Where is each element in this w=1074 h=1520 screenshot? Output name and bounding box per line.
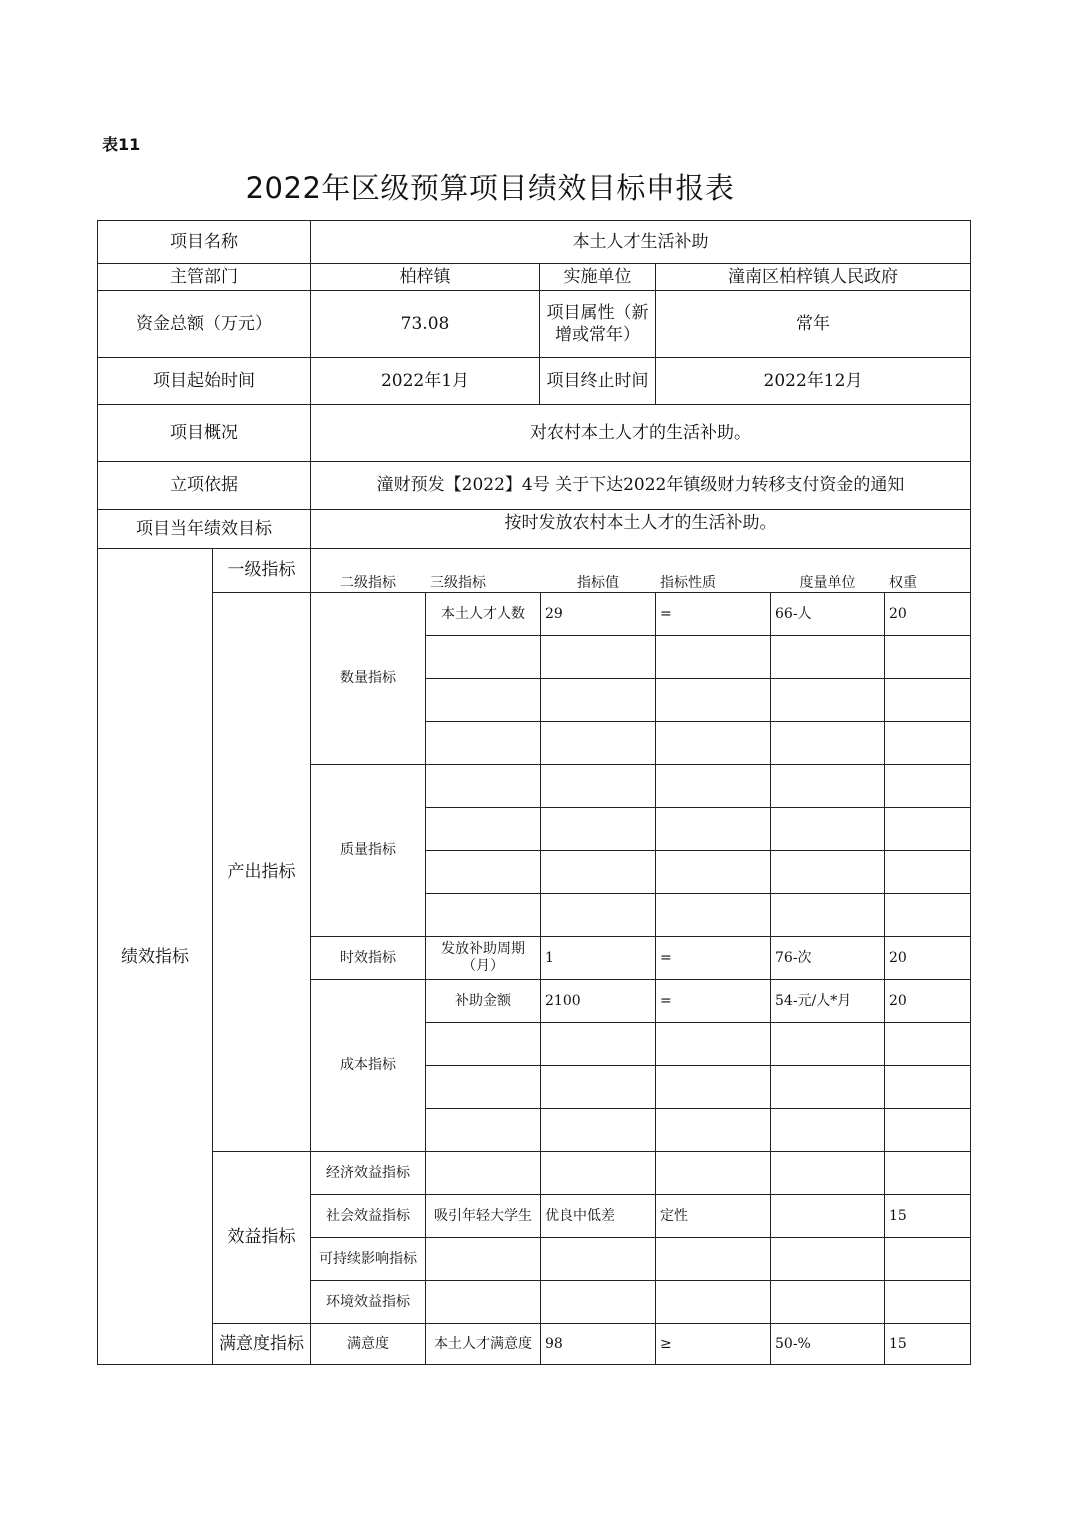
social-indicator-name: 吸引年轻大学生 — [434, 1207, 532, 1224]
goal-label: 项目当年绩效目标 — [136, 518, 272, 539]
cost-indicator-name: 补助金额 — [455, 993, 511, 1009]
cost-indicators-label: 成本指标 — [340, 1057, 396, 1074]
basis-label: 立项依据 — [170, 475, 238, 496]
economic-benefit-label: 经济效益指标 — [326, 1164, 410, 1181]
satisfaction-indicators-label: 满意度指标 — [219, 1334, 304, 1355]
timeliness-indicator-value: 1 — [545, 949, 554, 966]
cost-indicator-nature: = — [660, 993, 672, 1009]
quantity-indicator-unit: 66-人 — [775, 606, 812, 622]
social-indicator-nature: 定性 — [660, 1207, 688, 1224]
project-name-label: 项目名称 — [170, 231, 238, 252]
goal-value: 按时发放农村本土人才的生活补助。 — [504, 513, 777, 533]
quantity-indicator-name: 本土人才人数 — [441, 606, 525, 622]
funds-value: 73.08 — [400, 313, 450, 334]
satisfaction-label: 满意度 — [347, 1336, 389, 1353]
end-time-value: 2022年12月 — [763, 370, 863, 391]
cost-indicator-unit: 54-元/人*月 — [775, 993, 852, 1009]
timeliness-indicator-weight: 20 — [889, 949, 907, 966]
satisfaction-indicator-weight: 15 — [889, 1336, 907, 1353]
table-number: 表11 — [102, 135, 141, 154]
timeliness-indicators-label: 时效指标 — [340, 949, 396, 966]
satisfaction-indicator-nature: ≥ — [660, 1336, 672, 1353]
start-time-label: 项目起始时间 — [153, 370, 255, 391]
header-nature: 指标性质 — [660, 574, 716, 591]
overview-value: 对农村本土人才的生活补助。 — [530, 422, 751, 443]
cost-indicator-weight: 20 — [889, 993, 907, 1009]
quantity-indicator-nature: = — [660, 606, 672, 622]
sustainability-label: 可持续影响指标 — [319, 1250, 417, 1267]
dept-label: 主管部门 — [170, 266, 238, 287]
quantity-indicator-weight: 20 — [889, 606, 907, 622]
header-level3: 三级指标 — [430, 574, 486, 591]
header-weight: 权重 — [889, 574, 917, 591]
satisfaction-indicator-value: 98 — [545, 1336, 563, 1353]
social-indicator-unit — [771, 1195, 884, 1237]
social-benefit-label: 社会效益指标 — [326, 1207, 410, 1224]
environment-benefit-label: 环境效益指标 — [326, 1293, 410, 1310]
impl-unit-value: 潼南区柏梓镇人民政府 — [728, 266, 898, 287]
satisfaction-indicator-unit: 50-% — [775, 1336, 811, 1353]
end-time-label: 项目终止时间 — [546, 370, 649, 391]
header-level2: 二级指标 — [340, 574, 396, 591]
overview-label: 项目概况 — [170, 422, 238, 443]
timeliness-indicator-nature: = — [660, 949, 672, 966]
output-indicators-label: 产出指标 — [227, 861, 296, 882]
benefit-indicators-label: 效益指标 — [227, 1227, 296, 1248]
quantity-indicator-value: 29 — [545, 606, 563, 622]
header-unit: 度量单位 — [799, 574, 856, 591]
cost-indicator-value: 2100 — [545, 993, 581, 1009]
social-indicator-weight: 15 — [889, 1207, 907, 1224]
basis-value: 潼财预发【2022】4号 关于下达2022年镇级财力转移支付资金的通知 — [376, 475, 905, 496]
start-time-value: 2022年1月 — [380, 370, 470, 391]
social-indicator-value: 优良中低差 — [545, 1207, 615, 1224]
impl-unit-label: 实施单位 — [563, 266, 632, 287]
performance-indicators-label: 绩效指标 — [121, 946, 189, 967]
timeliness-indicator-unit: 76-次 — [775, 949, 812, 966]
document-title: 2022年区级预算项目绩效目标申报表 — [245, 171, 735, 205]
header-level1: 一级指标 — [227, 560, 296, 581]
quantity-indicators-label: 数量指标 — [340, 670, 396, 687]
satisfaction-indicator-name: 本土人才满意度 — [434, 1336, 532, 1353]
timeliness-indicator-name: 发放补助周期（月） — [441, 941, 525, 974]
project-attr-label: 项目属性（新增或常年） — [546, 302, 649, 345]
funds-label: 资金总额（万元） — [136, 313, 272, 334]
quality-indicators-label: 质量指标 — [340, 842, 396, 859]
project-name-value: 本土人才生活补助 — [572, 231, 709, 252]
header-value: 指标值 — [577, 574, 619, 591]
project-attr-value: 常年 — [796, 313, 830, 334]
dept-value: 柏梓镇 — [399, 266, 451, 287]
